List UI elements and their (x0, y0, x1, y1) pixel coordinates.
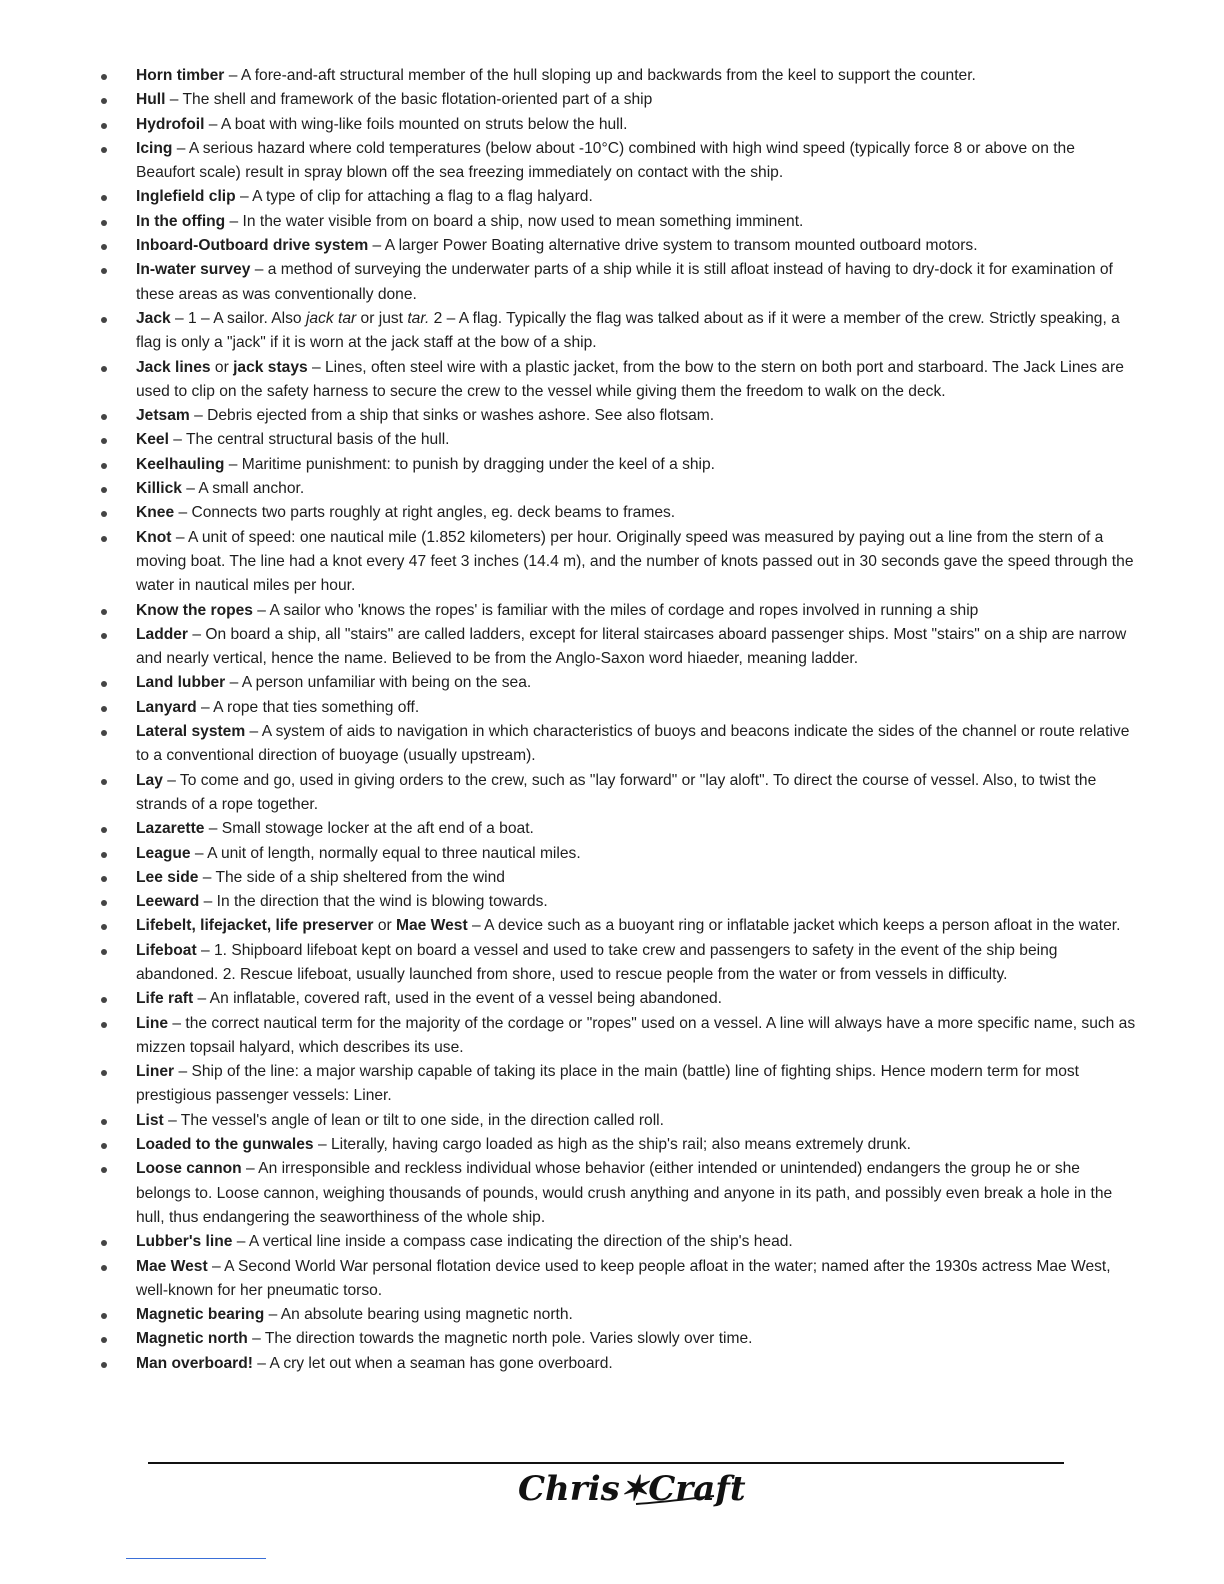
entry-term: Lay (136, 771, 163, 789)
bullet-icon (101, 706, 107, 712)
glossary-entry (98, 1060, 1138, 1109)
entry-definition: – 1 – A sailor. Also (170, 309, 306, 327)
entry-term: Land lubber (136, 674, 226, 692)
bullet-icon (101, 220, 107, 226)
entry-connector: or (373, 917, 397, 935)
entry-term: In the offing (136, 212, 226, 230)
glossary-entry (98, 623, 1138, 672)
glossary-entry (98, 137, 1138, 186)
bullet-icon (101, 876, 107, 882)
glossary-entry (98, 88, 1138, 112)
glossary-entry (98, 258, 1138, 307)
bullet-icon (101, 1143, 107, 1149)
glossary-entry (98, 64, 1138, 88)
entry-definition: – A unit of length, normally equal to three nautical miles. (190, 844, 581, 862)
entry-definition: – Small stowage locker at the aft end of a boat. (204, 820, 534, 838)
entry-definition: – In the direction that the wind is blowing towards. (199, 893, 548, 911)
entry-definition: – On board a ship, all "stairs" are called ladders, except for literal staircases aboard passenger ships. Most "stairs" on a ship are narrow and nearly vertical, hence the name. Believed to be from the Anglo-Saxon word hiaeder, meaning ladder. (136, 625, 1127, 668)
entry-term: Lateral system (136, 723, 246, 741)
glossary-entry (98, 210, 1138, 234)
bullet-icon (101, 1265, 107, 1271)
entry-definition: – Ship of the line: a major warship capable of taking its place in the main (battle) line of fighting ships. Hence modern term for most prestigious passenger vessels: Liner. (136, 1063, 1080, 1105)
entry-italic-phrase: jack tar (305, 309, 357, 327)
bullet-icon (101, 536, 107, 542)
glossary-entry (98, 914, 1138, 938)
bullet-icon (101, 438, 107, 444)
glossary-entry (98, 987, 1138, 1011)
bottom-link-underline (126, 1558, 266, 1559)
entry-term: In-water survey (136, 261, 251, 279)
entry-definition: – 1. Shipboard lifeboat kept on board a vessel and used to take crew and passengers to safety in the event of the ship being abandoned. 2. Rescue lifeboat, usually launched from shore, used to rescue people from the water or from vessels in difficulty. (136, 941, 1058, 983)
entry-term: Killick (136, 480, 182, 498)
entry-term: Magnetic bearing (136, 1306, 265, 1324)
glossary-entry (98, 939, 1138, 988)
entry-definition: – A rope that ties something off. (196, 698, 420, 716)
entry-term: Keel (136, 431, 169, 449)
entry-definition: – A serious hazard where cold temperatures (below about -10°C) combined with high wind speed (typically force 8 or above on the Beaufort scale) result in spray blown off the sea freezing immediately on contact with the ship. (136, 139, 1075, 182)
bullet-icon (101, 366, 107, 372)
entry-term: Horn timber (136, 67, 225, 84)
glossary-entry (98, 1109, 1138, 1133)
entry-definition: – An inflatable, covered raft, used in the event of a vessel being abandoned. (193, 990, 723, 1008)
entry-term: Inglefield clip (136, 188, 236, 206)
entry-definition: – The central structural basis of the hull. (168, 431, 450, 449)
bullet-icon (101, 924, 107, 930)
glossary-entry (98, 890, 1138, 914)
chris-craft-logo (516, 1466, 746, 1514)
entry-term: Know the ropes (136, 601, 253, 619)
entry-definition: – The direction towards the magnetic north pole. Varies slowly over time. (247, 1330, 753, 1348)
entry-definition: – A system of aids to navigation in which characteristics of buoys and beacons indicate the sides of the channel or route relative to a conventional direction of buoyage (usually upstream). (136, 723, 1130, 765)
entry-term: Jack lines (136, 358, 211, 376)
entry-definition: – A boat with wing-like foils mounted on struts below the hull. (204, 115, 628, 133)
glossary-entry (98, 1012, 1138, 1061)
bullet-icon (101, 195, 107, 201)
entry-term: Line (136, 1014, 169, 1032)
entry-term: Icing (136, 139, 173, 157)
glossary-entry (98, 1352, 1138, 1376)
bullet-icon (101, 609, 107, 615)
entry-term: Lazarette (136, 820, 205, 838)
entry-term: Hull (136, 91, 166, 109)
entry-definition: – Literally, having cargo loaded as high as the ship's rail; also means extremely drunk. (313, 1136, 911, 1154)
bullet-icon (101, 463, 107, 469)
entry-term: League (136, 844, 191, 862)
glossary-entry (98, 720, 1138, 769)
bullet-icon (101, 1362, 107, 1368)
entry-term: Lubber's line (136, 1233, 233, 1251)
entry-definition: – Connects two parts roughly at right angles, eg. deck beams to frames. (174, 504, 676, 522)
entry-definition: – A small anchor. (181, 480, 305, 498)
bullet-icon (101, 997, 107, 1003)
entry-term: Lifeboat (136, 941, 197, 959)
entry-definition: – The shell and framework of the basic flotation-oriented part of a ship (165, 91, 653, 109)
logo-wordmark: Chris✶Craft (518, 1469, 746, 1509)
entry-definition: 2 – A flag. Typically the flag was talked about as if it were a member of the crew. Strictly speaking, a flag is only a "jack" if it is worn at the jack staff at the bow of a ship. (136, 309, 1120, 352)
glossary-entry (98, 1327, 1138, 1351)
bullet-icon (101, 852, 107, 858)
glossary-entry (98, 185, 1138, 209)
bullet-icon (101, 633, 107, 639)
glossary-entry (98, 769, 1138, 818)
entry-definition: – An absolute bearing using magnetic north. (264, 1306, 573, 1324)
bullet-icon (101, 317, 107, 323)
entry-term: Loose cannon (136, 1160, 242, 1178)
glossary-entry (98, 526, 1138, 599)
entry-term: Knee (136, 504, 175, 522)
entry-connector: or (210, 358, 234, 376)
glossary-entry (98, 113, 1138, 137)
bullet-icon (101, 1167, 107, 1173)
entry-term: Jack (136, 309, 171, 327)
entry-term: Ladder (136, 625, 188, 643)
entry-definition: – A fore-and-aft structural member of the hull sloping up and backwards from the keel to support the counter. (224, 67, 976, 84)
entry-definition: – the correct nautical term for the majority of the cordage or "ropes" used on a vessel. A line will always have a more specific name, such as mizzen topsail halyard, which describes its use. (136, 1014, 1136, 1056)
glossary-entry (98, 1303, 1138, 1327)
entry-term-alt: jack stays (233, 358, 308, 376)
entry-definition: or just (356, 309, 408, 327)
bullet-icon (101, 779, 107, 785)
bullet-icon (101, 681, 107, 687)
entry-definition: – Maritime punishment: to punish by dragging under the keel of a ship. (224, 455, 716, 473)
entry-term: Loaded to the gunwales (136, 1136, 314, 1154)
bullet-icon (101, 1240, 107, 1246)
entry-definition: – The side of a ship sheltered from the wind (198, 868, 505, 886)
entry-term: Liner (136, 1063, 175, 1081)
bullet-icon (101, 511, 107, 517)
entry-italic-phrase: tar. (407, 309, 430, 327)
bullet-icon (101, 123, 107, 129)
glossary-entry (98, 404, 1138, 428)
glossary-entry (98, 1255, 1138, 1304)
bullet-icon (101, 487, 107, 493)
glossary-entry (98, 453, 1138, 477)
entry-definition: – a method of surveying the underwater parts of a ship while it is still afloat instead of having to dry-dock it for examination of these areas as was conventionally done. (136, 261, 1113, 303)
entry-term: Hydrofoil (136, 115, 205, 133)
entry-term: Lee side (136, 868, 199, 886)
entry-definition: – The vessel's angle of lean or tilt to one side, in the direction called roll. (163, 1111, 664, 1129)
glossary-entry (98, 671, 1138, 695)
bullet-icon (101, 949, 107, 955)
entry-term: List (136, 1111, 164, 1129)
bullet-icon (101, 244, 107, 250)
entry-definition: – A vertical line inside a compass case indicating the direction of the ship's head. (232, 1233, 793, 1251)
glossary-entry (98, 356, 1138, 405)
entry-definition: – In the water visible from on board a ship, now used to mean something imminent. (225, 212, 804, 230)
entry-term: Life raft (136, 990, 194, 1008)
glossary-entry (98, 307, 1138, 356)
glossary-entry (98, 501, 1138, 525)
entry-definition: – An irresponsible and reckless individual whose behavior (either intended or unintended) endangers the group he or she belongs to. Loose cannon, weighing thousands of pounds, would crush anything and anyone in its path, and possibly even break a hole in the hull, thus endangering the seaworthiness of the whole ship. (136, 1160, 1113, 1226)
entry-definition: – A person unfamiliar with being on the sea. (225, 674, 532, 692)
bullet-icon (101, 268, 107, 274)
entry-definition: – To come and go, used in giving orders to the crew, such as "lay forward" or "lay aloft". To direct the course of vessel. Also, to twist the strands of a rope together. (136, 771, 1097, 813)
entry-definition: – A unit of speed: one nautical mile (1.852 kilometers) per hour. Originally speed was measured by paying out a line from the stern of a moving boat. The line had a knot every 47 feet 3 inches (14.4 m), and the number of knots passed out in 30 seconds gave the speed through the water in nautical miles per hour. (136, 528, 1134, 595)
entry-definition: – A cry let out when a seaman has gone overboard. (252, 1354, 613, 1372)
entry-term: Inboard-Outboard drive system (136, 237, 369, 255)
bullet-icon (101, 147, 107, 153)
bullet-icon (101, 1313, 107, 1319)
glossary-entry (98, 477, 1138, 501)
glossary-entry (98, 842, 1138, 866)
bullet-icon (101, 98, 107, 104)
entry-term: Magnetic north (136, 1330, 248, 1348)
glossary-entry (98, 599, 1138, 623)
glossary-list (98, 64, 1138, 1376)
glossary-entry (98, 1157, 1138, 1230)
entry-term: Lanyard (136, 698, 197, 716)
footer-rule (148, 1462, 1064, 1464)
glossary-entry (98, 428, 1138, 452)
entry-definition: – A sailor who 'knows the ropes' is familiar with the miles of cordage and ropes involved in running a ship (252, 601, 979, 619)
bullet-icon (101, 1070, 107, 1076)
bullet-icon (101, 1337, 107, 1343)
bullet-icon (101, 900, 107, 906)
entry-term: Lifebelt, lifejacket, life preserver (136, 917, 374, 935)
glossary-entry (98, 866, 1138, 890)
entry-term: Knot (136, 528, 172, 546)
entry-term: Man overboard! (136, 1354, 253, 1372)
bullet-icon (101, 74, 107, 80)
glossary-entry (98, 817, 1138, 841)
bullet-icon (101, 414, 107, 420)
bullet-icon (101, 827, 107, 833)
entry-definition: – A type of clip for attaching a flag to a flag halyard. (235, 188, 593, 206)
glossary-entry (98, 1133, 1138, 1157)
entry-term: Jetsam (136, 407, 190, 425)
entry-term: Mae West (136, 1257, 208, 1275)
bullet-icon (101, 1022, 107, 1028)
entry-definition: – A device such as a buoyant ring or inflatable jacket which keeps a person afloat in the water. (467, 917, 1121, 935)
glossary-entry (98, 1230, 1138, 1254)
entry-term: Leeward (136, 893, 200, 911)
entry-term: Keelhauling (136, 455, 225, 473)
bullet-icon (101, 1119, 107, 1125)
entry-definition: – A larger Power Boating alternative drive system to transom mounted outboard motors. (368, 237, 978, 255)
entry-term-alt: Mae West (396, 917, 468, 935)
entry-definition: – Lines, often steel wire with a plastic jacket, from the bow to the stern on both port and starboard. The Jack Lines are used to clip on the safety harness to secure the crew to the vessel while giving them the freedom to walk on the deck. (136, 358, 1124, 400)
entry-definition: – A Second World War personal flotation device used to keep people afloat in the water; named after the 1930s actress Mae West, well-known for her pneumatic torso. (136, 1257, 1111, 1299)
entry-definition: – Debris ejected from a ship that sinks or washes ashore. See also flotsam. (189, 407, 715, 425)
glossary-entry (98, 234, 1138, 258)
bullet-icon (101, 730, 107, 736)
glossary-entry (98, 696, 1138, 720)
